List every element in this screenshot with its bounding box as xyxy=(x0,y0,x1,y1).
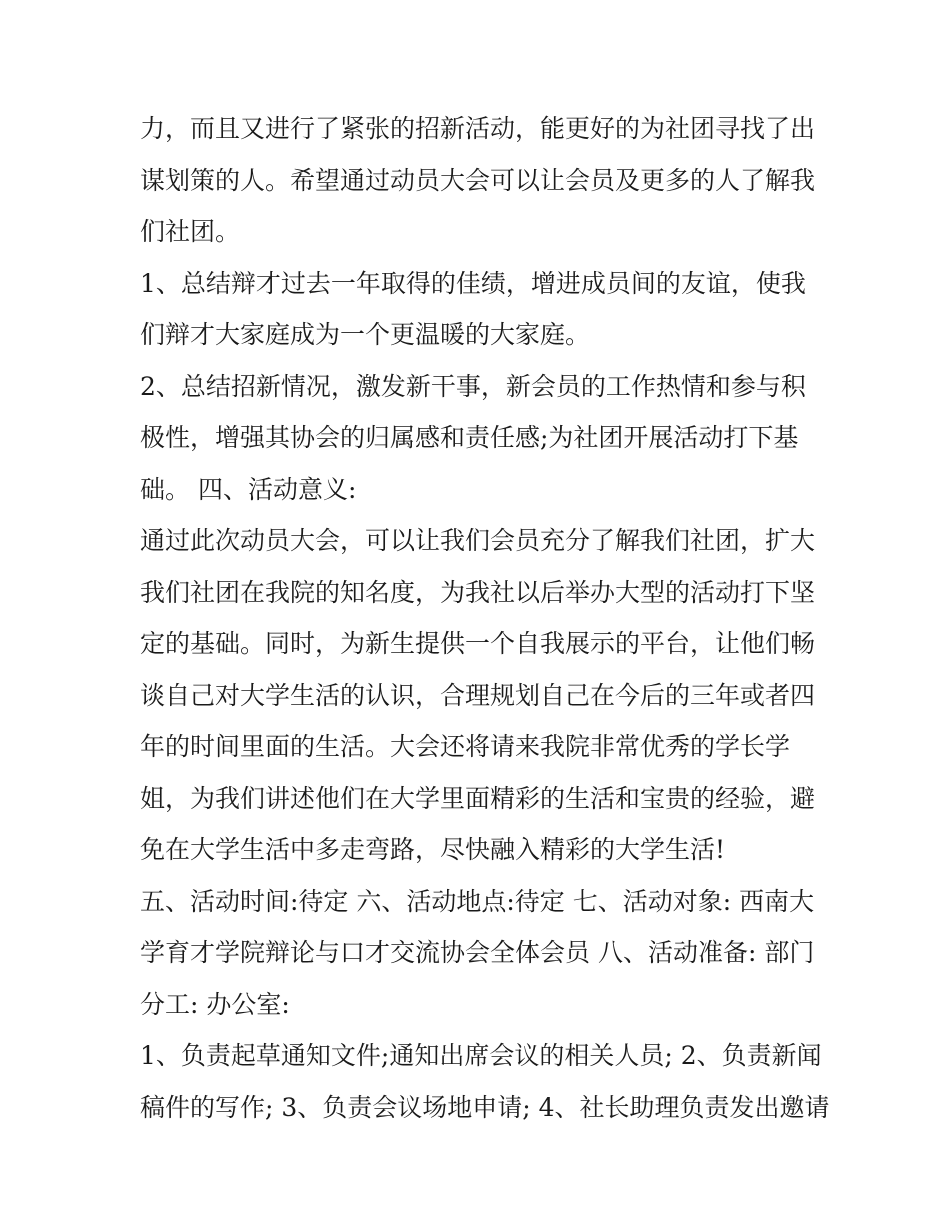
text-line: 五、活动时间:待定 六、活动地点:待定 七、活动对象: 西南大 xyxy=(140,886,815,916)
text-line: 年的时间里面的生活。大会还将请来我院非常优秀的学长学 xyxy=(140,732,791,761)
text-line: 姐，为我们讲述他们在大学里面精彩的生活和宝贵的经验，避 xyxy=(140,783,816,813)
text-line: 2、总结招新情况，激发新干事，新会员的工作热情和参与积 xyxy=(140,371,806,401)
text-line: 们社团。 xyxy=(140,217,241,246)
text-line: 学育才学院辩论与口才交流协会全体会员 八、活动准备: 部门 xyxy=(140,938,815,967)
text-line: 础。 四、活动意义: xyxy=(140,474,357,504)
text-line: 定的基础。同时，为新生提供一个自我展示的平台，让他们畅 xyxy=(140,629,816,658)
text-line: 谋划策的人。希望通过动员大会可以让会员及更多的人了解我 xyxy=(140,165,816,195)
text-line: 极性，增强其协会的归属感和责任感;为社团开展活动打下基 xyxy=(140,423,799,452)
text-line: 稿件的写作; 3、负责会议场地申请; 4、社长助理负责发出邀请 xyxy=(140,1092,830,1122)
text-line: 免在大学生活中多走弯路，尽快融入精彩的大学生活! xyxy=(140,835,726,864)
document-body xyxy=(140,103,830,1133)
text-line: 谈自己对大学生活的认识，合理规划自己在今后的三年或者四 xyxy=(140,680,816,710)
text-line: 分工: 办公室: xyxy=(140,989,290,1019)
text-line: 力，而且又进行了紧张的招新活动，能更好的为社团寻找了出 xyxy=(140,114,816,143)
text-line: 我们社团在我院的知名度，为我社以后举办大型的活动打下坚 xyxy=(140,577,816,607)
text-line: 们辩才大家庭成为一个更温暖的大家庭。 xyxy=(140,320,591,349)
text-line: 通过此次动员大会，可以让我们会员充分了解我们社团，扩大 xyxy=(140,526,816,555)
text-line: 1、总结辩才过去一年取得的佳绩，增进成员间的友谊，使我 xyxy=(140,268,806,298)
text-line: 1、负责起草通知文件;通知出席会议的相关人员; 2、负责新闻 xyxy=(140,1041,822,1070)
